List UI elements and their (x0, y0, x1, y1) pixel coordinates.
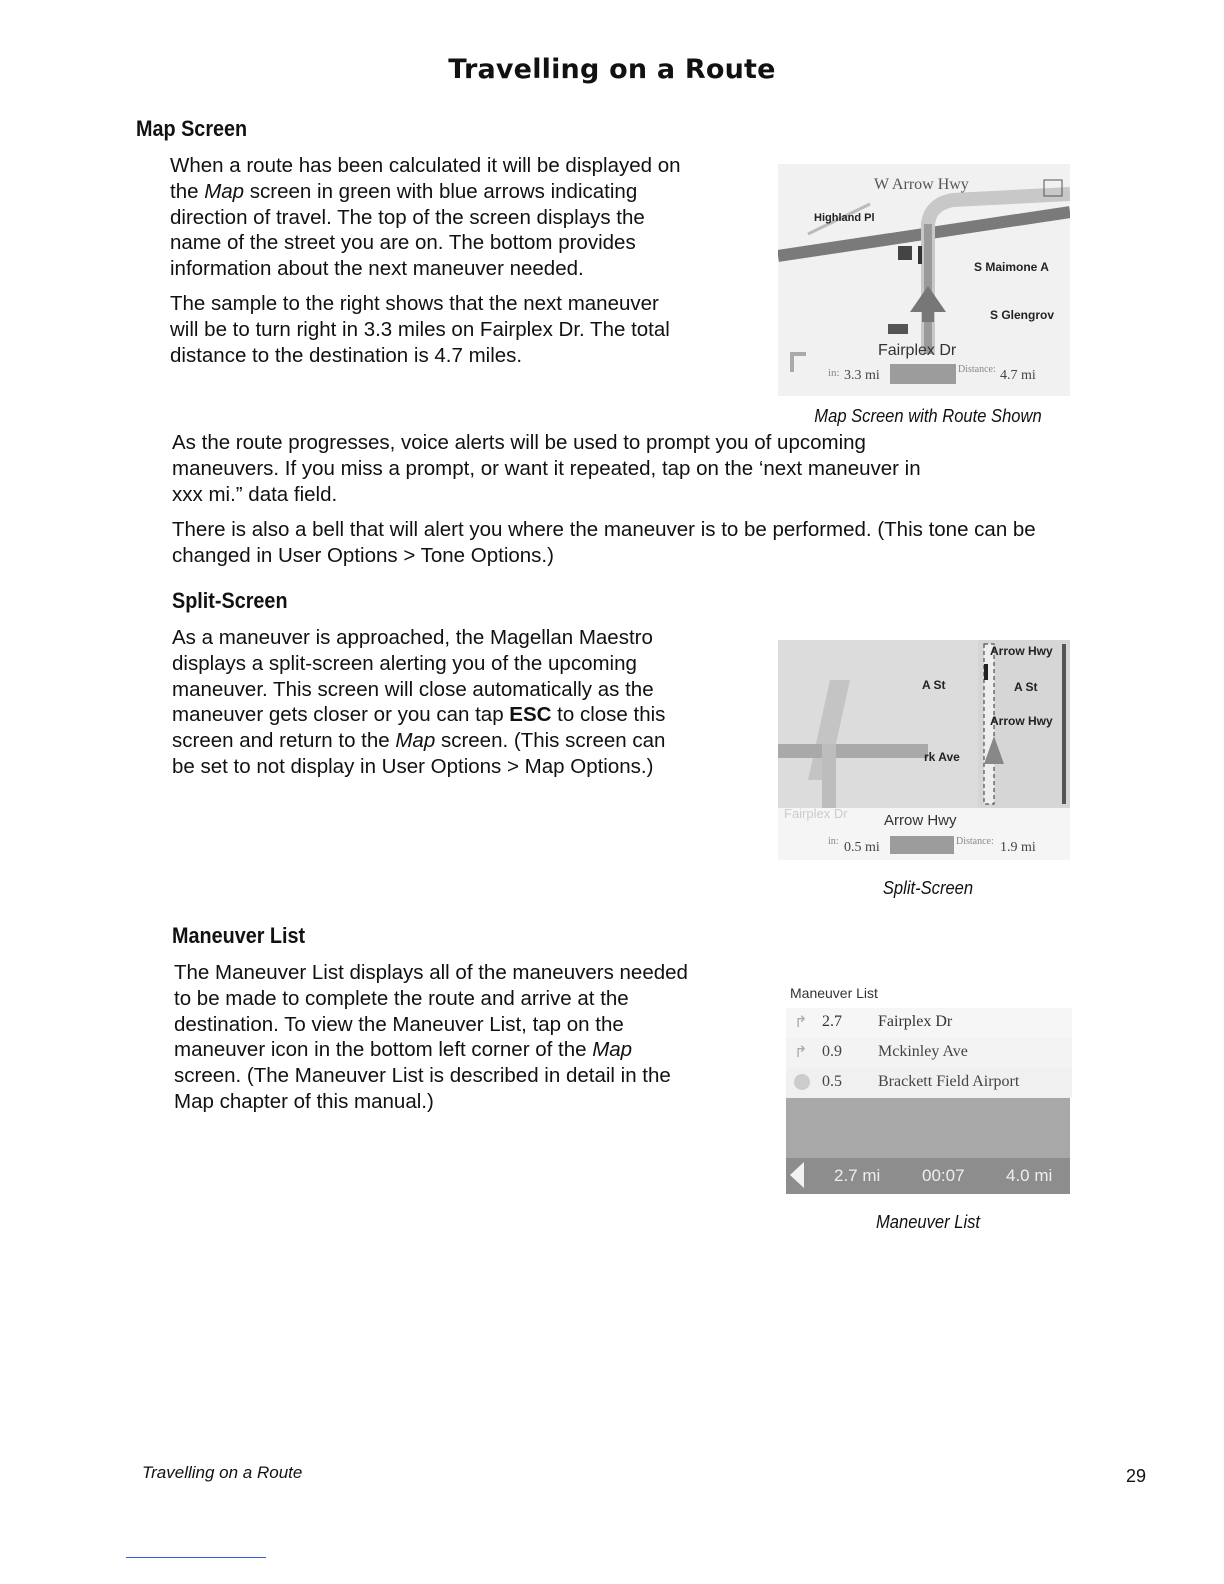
map-screen-heading: Map Screen (136, 116, 248, 141)
map-screen-para-2: The sample to the right shows that the next maneuver will be to turn right in 3.3 miles on Fairplex Dr. The total distance to the destination is 4.7 miles. (170, 291, 670, 367)
split-total-distance[interactable]: 1.9 mi (1000, 840, 1036, 855)
footer-section-title: Travelling on a Route (142, 1463, 303, 1482)
map-screen-text (170, 153, 690, 368)
street-highland: Highland Pl (814, 212, 875, 224)
maneuver-list-empty-area (786, 1098, 1070, 1164)
map-screen-caption: Map Screen with Route Shown (814, 406, 1042, 426)
destination-icon (794, 1074, 810, 1090)
maneuver-distance: 0.9 (822, 1043, 842, 1060)
map-graphic (778, 164, 1070, 396)
turn-right-icon: ↱ (794, 1014, 808, 1031)
split-screen-heading: Split-Screen (172, 588, 288, 613)
split-next-maneuver-distance[interactable]: 0.5 mi (844, 840, 880, 855)
split-in-label: in: (828, 836, 839, 847)
bar-time: 00:07 (922, 1166, 965, 1185)
split-screen-para: As a maneuver is approached, the Magellan Maestro displays a split-screen alerting you of the upcoming maneuver. This screen will close automatically as the maneuver gets closer or you can tap ESC to close this screen and return to the Map screen. (This screen can be set to not display in User Options > Map Options.) (172, 626, 666, 778)
maneuver-distance: 0.5 (822, 1073, 842, 1090)
distance-label: Distance: (958, 364, 996, 375)
maneuver-row[interactable] (786, 1008, 1072, 1038)
bar-next-distance: 2.7 mi (834, 1166, 881, 1185)
in-label: in: (828, 367, 840, 379)
split-left-faded-street: Fairplex Dr (784, 806, 848, 821)
street-glengrove: S Glengrov (990, 308, 1055, 322)
split-right-street-low: Arrow Hwy (990, 714, 1053, 728)
map-screen-para-4: There is also a bell that will alert you where the maneuver is to be performed. (This tone can be changed in User Options > Tone Options.) (172, 518, 1036, 567)
split-right-street-top: Arrow Hwy (990, 644, 1053, 658)
total-distance[interactable]: 4.7 mi (1000, 368, 1036, 383)
maneuver-list-heading: Maneuver List (172, 923, 306, 948)
progress-bar (890, 364, 956, 384)
top-street-label: W Arrow Hwy (874, 176, 969, 193)
maneuver-row[interactable] (786, 1068, 1072, 1098)
maneuver-row[interactable] (786, 1038, 1072, 1068)
maneuver-list-title: Maneuver List (790, 985, 878, 1001)
split-next-street[interactable]: Arrow Hwy (884, 812, 957, 829)
maneuver-list-caption: Maneuver List (875, 1212, 981, 1232)
maneuver-distance: 2.7 (822, 1013, 842, 1030)
maneuver-list-bottom-bar (786, 1158, 1070, 1194)
split-left-street-b: rk Ave (924, 750, 960, 764)
split-screen-image (778, 640, 1070, 860)
back-arrow-icon[interactable] (790, 1162, 804, 1188)
gas-station-icon (898, 246, 912, 260)
map-screen-para-3: As the route progresses, voice alerts will be used to prompt you of upcoming maneuvers. If you miss a prompt, or want it repeated, tap on the ‘next maneuver in xxx mi.” data field. (172, 431, 921, 506)
map-screen-image (778, 164, 1070, 396)
up-arrow-icon (984, 664, 988, 680)
street-maimone: S Maimone A (974, 260, 1049, 274)
next-street-label[interactable]: Fairplex Dr (878, 342, 957, 359)
split-right-street-mid: A St (1014, 680, 1038, 694)
split-progress-bar (890, 836, 954, 854)
split-screen-caption: Split-Screen (882, 878, 974, 898)
maneuver-list-image (786, 982, 1072, 1194)
page-number: 29 (1126, 1466, 1147, 1486)
maneuver-street: Brackett Field Airport (878, 1073, 1020, 1090)
split-left-street-a: A St (922, 678, 946, 692)
restaurant-icon (918, 246, 922, 264)
map-screen-para-1: When a route has been calculated it will be displayed on the Map screen in green with blue arrows indicating direction of travel. The top of the screen displays the name of the street you are on. The bottom provides information about the next maneuver needed. (170, 154, 681, 281)
page-title: Travelling on a Route (448, 54, 776, 85)
maneuver-street: Mckinley Ave (878, 1043, 968, 1060)
maneuver-street: Fairplex Dr (878, 1013, 953, 1030)
next-maneuver-distance[interactable]: 3.3 mi (844, 368, 880, 383)
turn-right-icon: ↱ (794, 1044, 808, 1061)
maneuver-list-para: The Maneuver List displays all of the maneuvers needed to be made to complete the route and arrive at the destination. To view the Maneuver List, tap on the maneuver icon in the bottom left corner of the Map screen. (The Maneuver List is described in detail in the Map chapter of this manual.) (174, 961, 688, 1113)
split-distance-label: Distance: (956, 836, 994, 847)
footer-rule (126, 1557, 266, 1558)
bar-total-distance: 4.0 mi (1006, 1166, 1053, 1185)
